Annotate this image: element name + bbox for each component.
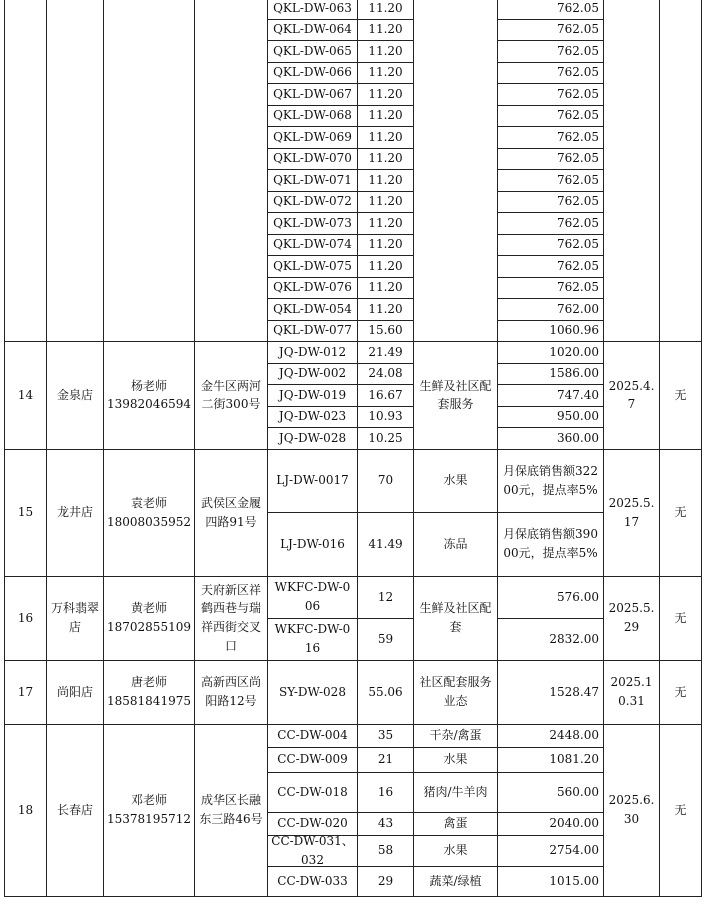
- amount-cell-text: 762.05: [557, 22, 599, 37]
- unit-code-cell: [267, 191, 358, 214]
- area-cell-text: 11.20: [368, 86, 403, 101]
- unit-code-cell: [267, 298, 358, 321]
- address-cell-text: 天府新区祥鹤西巷与瑞祥西街交叉口: [200, 582, 261, 653]
- amount-cell: [497, 212, 604, 235]
- purpose-cell-text: 冻品: [443, 536, 468, 551]
- amount-cell-text: 2448.00: [549, 728, 599, 743]
- store-no-cell-text: 16: [17, 610, 34, 625]
- purpose-cell-text: 禽蛋: [443, 816, 468, 831]
- amount-cell-text: 560.00: [557, 784, 599, 799]
- amount-cell-text: 762.00: [557, 301, 599, 316]
- address-cell: [194, 576, 268, 661]
- unit-code-cell-text: CC-DW-020: [277, 816, 348, 831]
- area-cell-text: 11.20: [368, 22, 403, 37]
- area-cell: [357, 512, 414, 577]
- purpose-cell: [413, 341, 498, 450]
- contact-cell: [103, 0, 195, 342]
- date-cell: [603, 0, 660, 342]
- area-cell-text: 15.60: [368, 323, 403, 338]
- unit-code-cell: [267, 212, 358, 235]
- unit-code-cell: [267, 618, 358, 661]
- area-cell-text: 55.06: [368, 684, 403, 699]
- unit-code-cell: [267, 341, 358, 364]
- unit-code-cell-text: LJ-DW-016: [280, 536, 345, 551]
- store-name-cell: [46, 576, 104, 661]
- amount-cell: [497, 772, 604, 813]
- store-name-cell-text: 万科翡翠店: [50, 601, 99, 634]
- area-cell-text: 11.20: [368, 215, 403, 230]
- unit-code-cell-text: QKL-DW-064: [273, 22, 352, 37]
- address-cell-text: 金牛区两河二街300号: [200, 378, 261, 412]
- area-cell: [357, 320, 414, 343]
- amount-cell: [497, 724, 604, 748]
- purpose-cell-text: 社区配套服务业态: [419, 675, 492, 708]
- area-cell-text: 10.25: [368, 430, 403, 445]
- unit-code-cell: [267, 866, 358, 897]
- area-cell: [357, 126, 414, 149]
- unit-code-cell: [267, 169, 358, 192]
- remark-cell: [659, 341, 702, 450]
- store-no-cell-text: 14: [17, 387, 34, 402]
- purpose-cell: [413, 747, 498, 773]
- unit-code-cell: [267, 660, 358, 725]
- area-cell: [357, 835, 414, 867]
- amount-cell-text: 762.05: [557, 0, 599, 15]
- amount-cell: [497, 277, 604, 300]
- unit-code-cell-text: QKL-DW-070: [273, 151, 352, 166]
- amount-cell: [497, 747, 604, 773]
- date-cell-text: 2025.10.31: [610, 675, 653, 708]
- amount-cell: [497, 148, 604, 171]
- unit-code-cell-text: CC-DW-031、032: [271, 834, 354, 867]
- address-cell-text: 成华区长融东三路46号: [199, 793, 263, 826]
- contact-phone: 13982046594: [107, 397, 191, 412]
- area-cell: [357, 618, 414, 661]
- amount-cell-text: 1081.20: [549, 752, 599, 767]
- amount-cell-text: 762.05: [557, 151, 599, 166]
- store-name-cell: [46, 341, 104, 450]
- remark-cell-text: 无: [674, 505, 687, 520]
- unit-code-cell: [267, 83, 358, 106]
- purpose-cell-text: 干杂/禽蛋: [429, 728, 482, 743]
- amount-cell-text: 762.05: [557, 86, 599, 101]
- amount-cell: [497, 576, 604, 619]
- amount-cell: [497, 866, 604, 897]
- no-cell: [4, 0, 47, 342]
- amount-cell-text: 1060.96: [549, 323, 599, 338]
- area-cell-text: 10.93: [368, 409, 403, 424]
- area-cell: [357, 19, 414, 42]
- unit-code-cell-text: JQ-DW-012: [278, 344, 347, 359]
- unit-code-cell: [267, 255, 358, 278]
- amount-cell-text: 762.05: [557, 215, 599, 230]
- purpose-cell: [413, 512, 498, 577]
- address-cell: [194, 341, 268, 450]
- contact-name: 杨老师: [130, 378, 167, 393]
- area-cell: [357, 660, 414, 725]
- purpose-cell-text: 生鲜及社区配套服务: [419, 378, 492, 412]
- amount-cell-text: 1528.47: [549, 684, 599, 699]
- contact-name: 唐老师: [130, 675, 167, 690]
- unit-code-cell: [267, 747, 358, 773]
- area-cell-text: 11.20: [368, 151, 403, 166]
- unit-code-cell-text: QKL-DW-071: [273, 172, 352, 187]
- area-cell-text: 21: [377, 752, 394, 767]
- area-cell-text: 11.20: [368, 172, 403, 187]
- amount-cell-text: 月保底销售额39000元，提点率5%: [503, 527, 598, 560]
- unit-code-cell-text: CC-DW-018: [277, 784, 348, 799]
- unit-code-cell-text: QKL-DW-063: [273, 0, 352, 15]
- unit-code-cell-text: JQ-DW-002: [278, 366, 347, 381]
- area-cell: [357, 298, 414, 321]
- remark-cell-text: 无: [674, 387, 687, 402]
- purpose-cell: [413, 660, 498, 725]
- unit-code-cell-text: CC-DW-033: [277, 873, 348, 888]
- address-cell: [194, 660, 268, 725]
- store-name-cell-text: 尚阳店: [56, 684, 93, 699]
- area-cell-text: 58: [377, 843, 394, 858]
- contact-phone: 18581841975: [107, 694, 191, 708]
- amount-cell: [497, 660, 604, 725]
- unit-code-cell-text: QKL-DW-069: [273, 129, 352, 144]
- unit-code-cell-text: QKL-DW-065: [273, 43, 352, 58]
- store-no-cell: [4, 660, 47, 725]
- store-no-cell-text: 18: [17, 802, 34, 817]
- unit-code-cell: [267, 512, 358, 577]
- unit-code-cell: [267, 772, 358, 813]
- amount-cell: [497, 0, 604, 20]
- unit-code-cell-text: WKFC-DW-016: [274, 622, 351, 655]
- amount-cell: [497, 126, 604, 149]
- store-no-cell: [4, 576, 47, 661]
- amount-cell-text: 762.05: [557, 237, 599, 252]
- date-cell: [603, 341, 660, 450]
- unit-code-cell: [267, 384, 358, 407]
- purpose-cell-text: 水果: [443, 473, 468, 488]
- amount-cell: [497, 40, 604, 63]
- area-cell-text: 11.20: [368, 108, 403, 123]
- area-cell: [357, 363, 414, 386]
- date-cell-text: 2025.6.30: [608, 793, 655, 826]
- amount-cell: [497, 320, 604, 343]
- area-cell-text: 11.20: [368, 194, 403, 209]
- remark-cell: [659, 449, 702, 577]
- area-cell-text: 43: [377, 816, 394, 831]
- area-cell-text: 16: [377, 784, 394, 799]
- area-cell-text: 16.67: [368, 387, 403, 402]
- unit-code-cell: [267, 234, 358, 257]
- address-cell: [194, 0, 268, 342]
- unit-code-cell: [267, 576, 358, 619]
- area-cell: [357, 724, 414, 748]
- store-name-cell: [46, 449, 104, 577]
- contact-phone: 18008035952: [107, 514, 191, 529]
- area-cell-text: 11.20: [368, 301, 403, 316]
- contact-phone: 18702855109: [107, 620, 191, 634]
- area-cell: [357, 0, 414, 20]
- area-cell-text: 41.49: [368, 536, 403, 551]
- contact-cell: [103, 341, 195, 450]
- unit-code-cell-text: QKL-DW-072: [273, 194, 352, 209]
- purpose-cell-text: 生鲜及社区配套: [419, 601, 492, 634]
- amount-cell-text: 762.05: [557, 258, 599, 273]
- area-cell: [357, 576, 414, 619]
- amount-cell: [497, 449, 604, 513]
- area-cell: [357, 341, 414, 364]
- store-no-cell: [4, 724, 47, 897]
- area-cell: [357, 277, 414, 300]
- store-no-cell-text: 17: [17, 684, 34, 699]
- amount-cell: [497, 812, 604, 836]
- unit-code-cell: [267, 62, 358, 85]
- amount-cell-text: 762.05: [557, 172, 599, 187]
- area-cell: [357, 812, 414, 836]
- amount-cell: [497, 406, 604, 429]
- amount-cell-text: 762.05: [557, 129, 599, 144]
- amount-cell: [497, 835, 604, 867]
- amount-cell-text: 950.00: [557, 409, 599, 424]
- area-cell: [357, 384, 414, 407]
- lease-table: [4, 0, 702, 912]
- amount-cell-text: 762.05: [557, 65, 599, 80]
- unit-code-cell-text: QKL-DW-054: [273, 301, 352, 316]
- amount-cell-text: 1586.00: [549, 366, 599, 381]
- area-cell: [357, 105, 414, 128]
- amount-cell: [497, 83, 604, 106]
- date-cell: [603, 449, 660, 577]
- area-cell: [357, 427, 414, 450]
- unit-code-cell: [267, 449, 358, 513]
- area-cell-text: 11.20: [368, 43, 403, 58]
- remark-cell: [659, 660, 702, 725]
- area-cell-text: 59: [377, 631, 394, 646]
- area-cell-text: 21.49: [368, 344, 403, 359]
- purpose-cell-text: 水果: [443, 752, 468, 767]
- unit-code-cell: [267, 148, 358, 171]
- remark-cell: [659, 0, 702, 342]
- store-name-cell: [46, 660, 104, 725]
- address-cell: [194, 449, 268, 577]
- area-cell: [357, 772, 414, 813]
- remark-cell: [659, 724, 702, 897]
- unit-code-cell: [267, 40, 358, 63]
- area-cell-text: 11.20: [368, 0, 403, 15]
- unit-code-cell-text: QKL-DW-077: [273, 323, 352, 338]
- contact-cell: [103, 724, 195, 897]
- unit-code-cell: [267, 105, 358, 128]
- amount-cell-text: 2754.00: [549, 843, 599, 858]
- store-name-cell: [46, 724, 104, 897]
- contact-cell: [103, 576, 195, 661]
- store-name-cell-text: 龙井店: [56, 505, 93, 520]
- amount-cell-text: 576.00: [557, 589, 599, 604]
- purpose-cell: [413, 866, 498, 897]
- area-cell: [357, 255, 414, 278]
- amount-cell: [497, 427, 604, 450]
- unit-code-cell: [267, 427, 358, 450]
- area-cell-text: 12: [377, 589, 394, 604]
- unit-code-cell-text: CC-DW-009: [277, 752, 348, 767]
- amount-cell-text: 2832.00: [549, 631, 599, 646]
- amount-cell-text: 1020.00: [549, 344, 599, 359]
- amount-cell: [497, 512, 604, 577]
- unit-code-cell: [267, 19, 358, 42]
- amount-cell: [497, 191, 604, 214]
- unit-code-cell-text: CC-DW-004: [277, 728, 348, 743]
- purpose-cell: [413, 724, 498, 748]
- purpose-cell-text: 猪肉/牛羊肉: [423, 784, 488, 799]
- area-cell-text: 29: [377, 873, 394, 888]
- contact-name: 邓老师: [130, 793, 167, 808]
- purpose-cell: [413, 449, 498, 513]
- area-cell-text: 70: [377, 473, 394, 488]
- unit-code-cell-text: SY-DW-028: [279, 684, 346, 699]
- area-cell: [357, 83, 414, 106]
- amount-cell-text: 762.05: [557, 43, 599, 58]
- amount-cell: [497, 19, 604, 42]
- unit-code-cell-text: QKL-DW-066: [273, 65, 352, 80]
- amount-cell-text: 747.40: [557, 387, 599, 402]
- store-name-cell: [46, 0, 104, 342]
- unit-code-cell: [267, 363, 358, 386]
- unit-code-cell: [267, 835, 358, 867]
- unit-code-cell-text: JQ-DW-023: [278, 409, 347, 424]
- amount-cell: [497, 255, 604, 278]
- area-cell: [357, 234, 414, 257]
- date-cell: [603, 660, 660, 725]
- unit-code-cell-text: QKL-DW-074: [273, 237, 352, 252]
- address-cell-text: 武侯区金履四路91号: [200, 495, 261, 529]
- area-cell-text: 11.20: [368, 280, 403, 295]
- purpose-cell: [413, 812, 498, 836]
- unit-code-cell: [267, 126, 358, 149]
- area-cell: [357, 40, 414, 63]
- unit-code-cell: [267, 277, 358, 300]
- area-cell: [357, 191, 414, 214]
- area-cell: [357, 866, 414, 897]
- amount-cell: [497, 618, 604, 661]
- amount-cell-text: 762.05: [557, 108, 599, 123]
- purpose-cell: [413, 835, 498, 867]
- unit-code-cell-text: QKL-DW-067: [273, 86, 352, 101]
- date-cell-text: 2025.5.17: [608, 495, 655, 529]
- area-cell: [357, 747, 414, 773]
- amount-cell-text: 1015.00: [549, 873, 599, 888]
- area-cell-text: 24.08: [368, 366, 403, 381]
- remark-cell: [659, 576, 702, 661]
- unit-code-cell: [267, 406, 358, 429]
- amount-cell-text: 762.05: [557, 280, 599, 295]
- area-cell: [357, 148, 414, 171]
- unit-code-cell-text: QKL-DW-076: [273, 280, 352, 295]
- amount-cell: [497, 341, 604, 364]
- purpose-cell-text: 水果: [443, 843, 468, 858]
- amount-cell: [497, 234, 604, 257]
- area-cell: [357, 169, 414, 192]
- unit-code-cell: [267, 724, 358, 748]
- area-cell: [357, 406, 414, 429]
- remark-cell-text: 无: [674, 802, 687, 817]
- area-cell-text: 11.20: [368, 65, 403, 80]
- unit-code-cell-text: QKL-DW-073: [273, 215, 352, 230]
- area-cell: [357, 62, 414, 85]
- remark-cell-text: 无: [674, 684, 687, 699]
- address-cell: [194, 724, 268, 897]
- contact-name: 黄老师: [130, 601, 167, 616]
- amount-cell: [497, 105, 604, 128]
- amount-cell: [497, 298, 604, 321]
- area-cell-text: 11.20: [368, 237, 403, 252]
- remark-cell-text: 无: [674, 610, 687, 625]
- unit-code-cell-text: JQ-DW-028: [278, 430, 347, 445]
- amount-cell: [497, 169, 604, 192]
- unit-code-cell-text: QKL-DW-075: [273, 258, 352, 273]
- purpose-cell-text: 蔬菜/绿植: [429, 873, 482, 888]
- unit-code-cell-text: QKL-DW-068: [273, 108, 352, 123]
- date-cell-text: 2025.5.29: [608, 601, 655, 634]
- unit-code-cell-text: JQ-DW-019: [278, 387, 347, 402]
- amount-cell: [497, 384, 604, 407]
- unit-code-cell-text: LJ-DW-0017: [276, 473, 349, 488]
- area-cell: [357, 212, 414, 235]
- address-cell-text: 高新西区尚阳路12号: [200, 675, 261, 708]
- amount-cell-text: 月保底销售额32200元，提点率5%: [503, 463, 598, 497]
- date-cell: [603, 576, 660, 661]
- area-cell-text: 11.20: [368, 129, 403, 144]
- purpose-cell: [413, 576, 498, 661]
- contact-cell: [103, 449, 195, 577]
- area-cell-text: 11.20: [368, 258, 403, 273]
- store-no-cell: [4, 341, 47, 450]
- store-name-cell-text: 金泉店: [56, 387, 93, 402]
- amount-cell: [497, 62, 604, 85]
- unit-code-cell: [267, 0, 358, 20]
- store-name-cell-text: 长春店: [56, 802, 93, 817]
- area-cell: [357, 449, 414, 513]
- amount-cell: [497, 363, 604, 386]
- store-no-cell: [4, 449, 47, 577]
- unit-code-cell: [267, 320, 358, 343]
- contact-phone: 15378195712: [107, 812, 191, 826]
- area-cell-text: 35: [377, 728, 394, 743]
- amount-cell-text: 360.00: [557, 430, 599, 445]
- purpose-cell: [413, 0, 498, 342]
- date-cell-text: 2025.4.7: [608, 378, 655, 412]
- contact-cell: [103, 660, 195, 725]
- unit-code-cell: [267, 812, 358, 836]
- date-cell: [603, 724, 660, 897]
- store-no-cell-text: 15: [17, 505, 34, 520]
- purpose-cell: [413, 772, 498, 813]
- amount-cell-text: 2040.00: [549, 816, 599, 831]
- unit-code-cell-text: WKFC-DW-006: [274, 580, 351, 613]
- contact-name: 袁老师: [130, 495, 167, 510]
- amount-cell-text: 762.05: [557, 194, 599, 209]
